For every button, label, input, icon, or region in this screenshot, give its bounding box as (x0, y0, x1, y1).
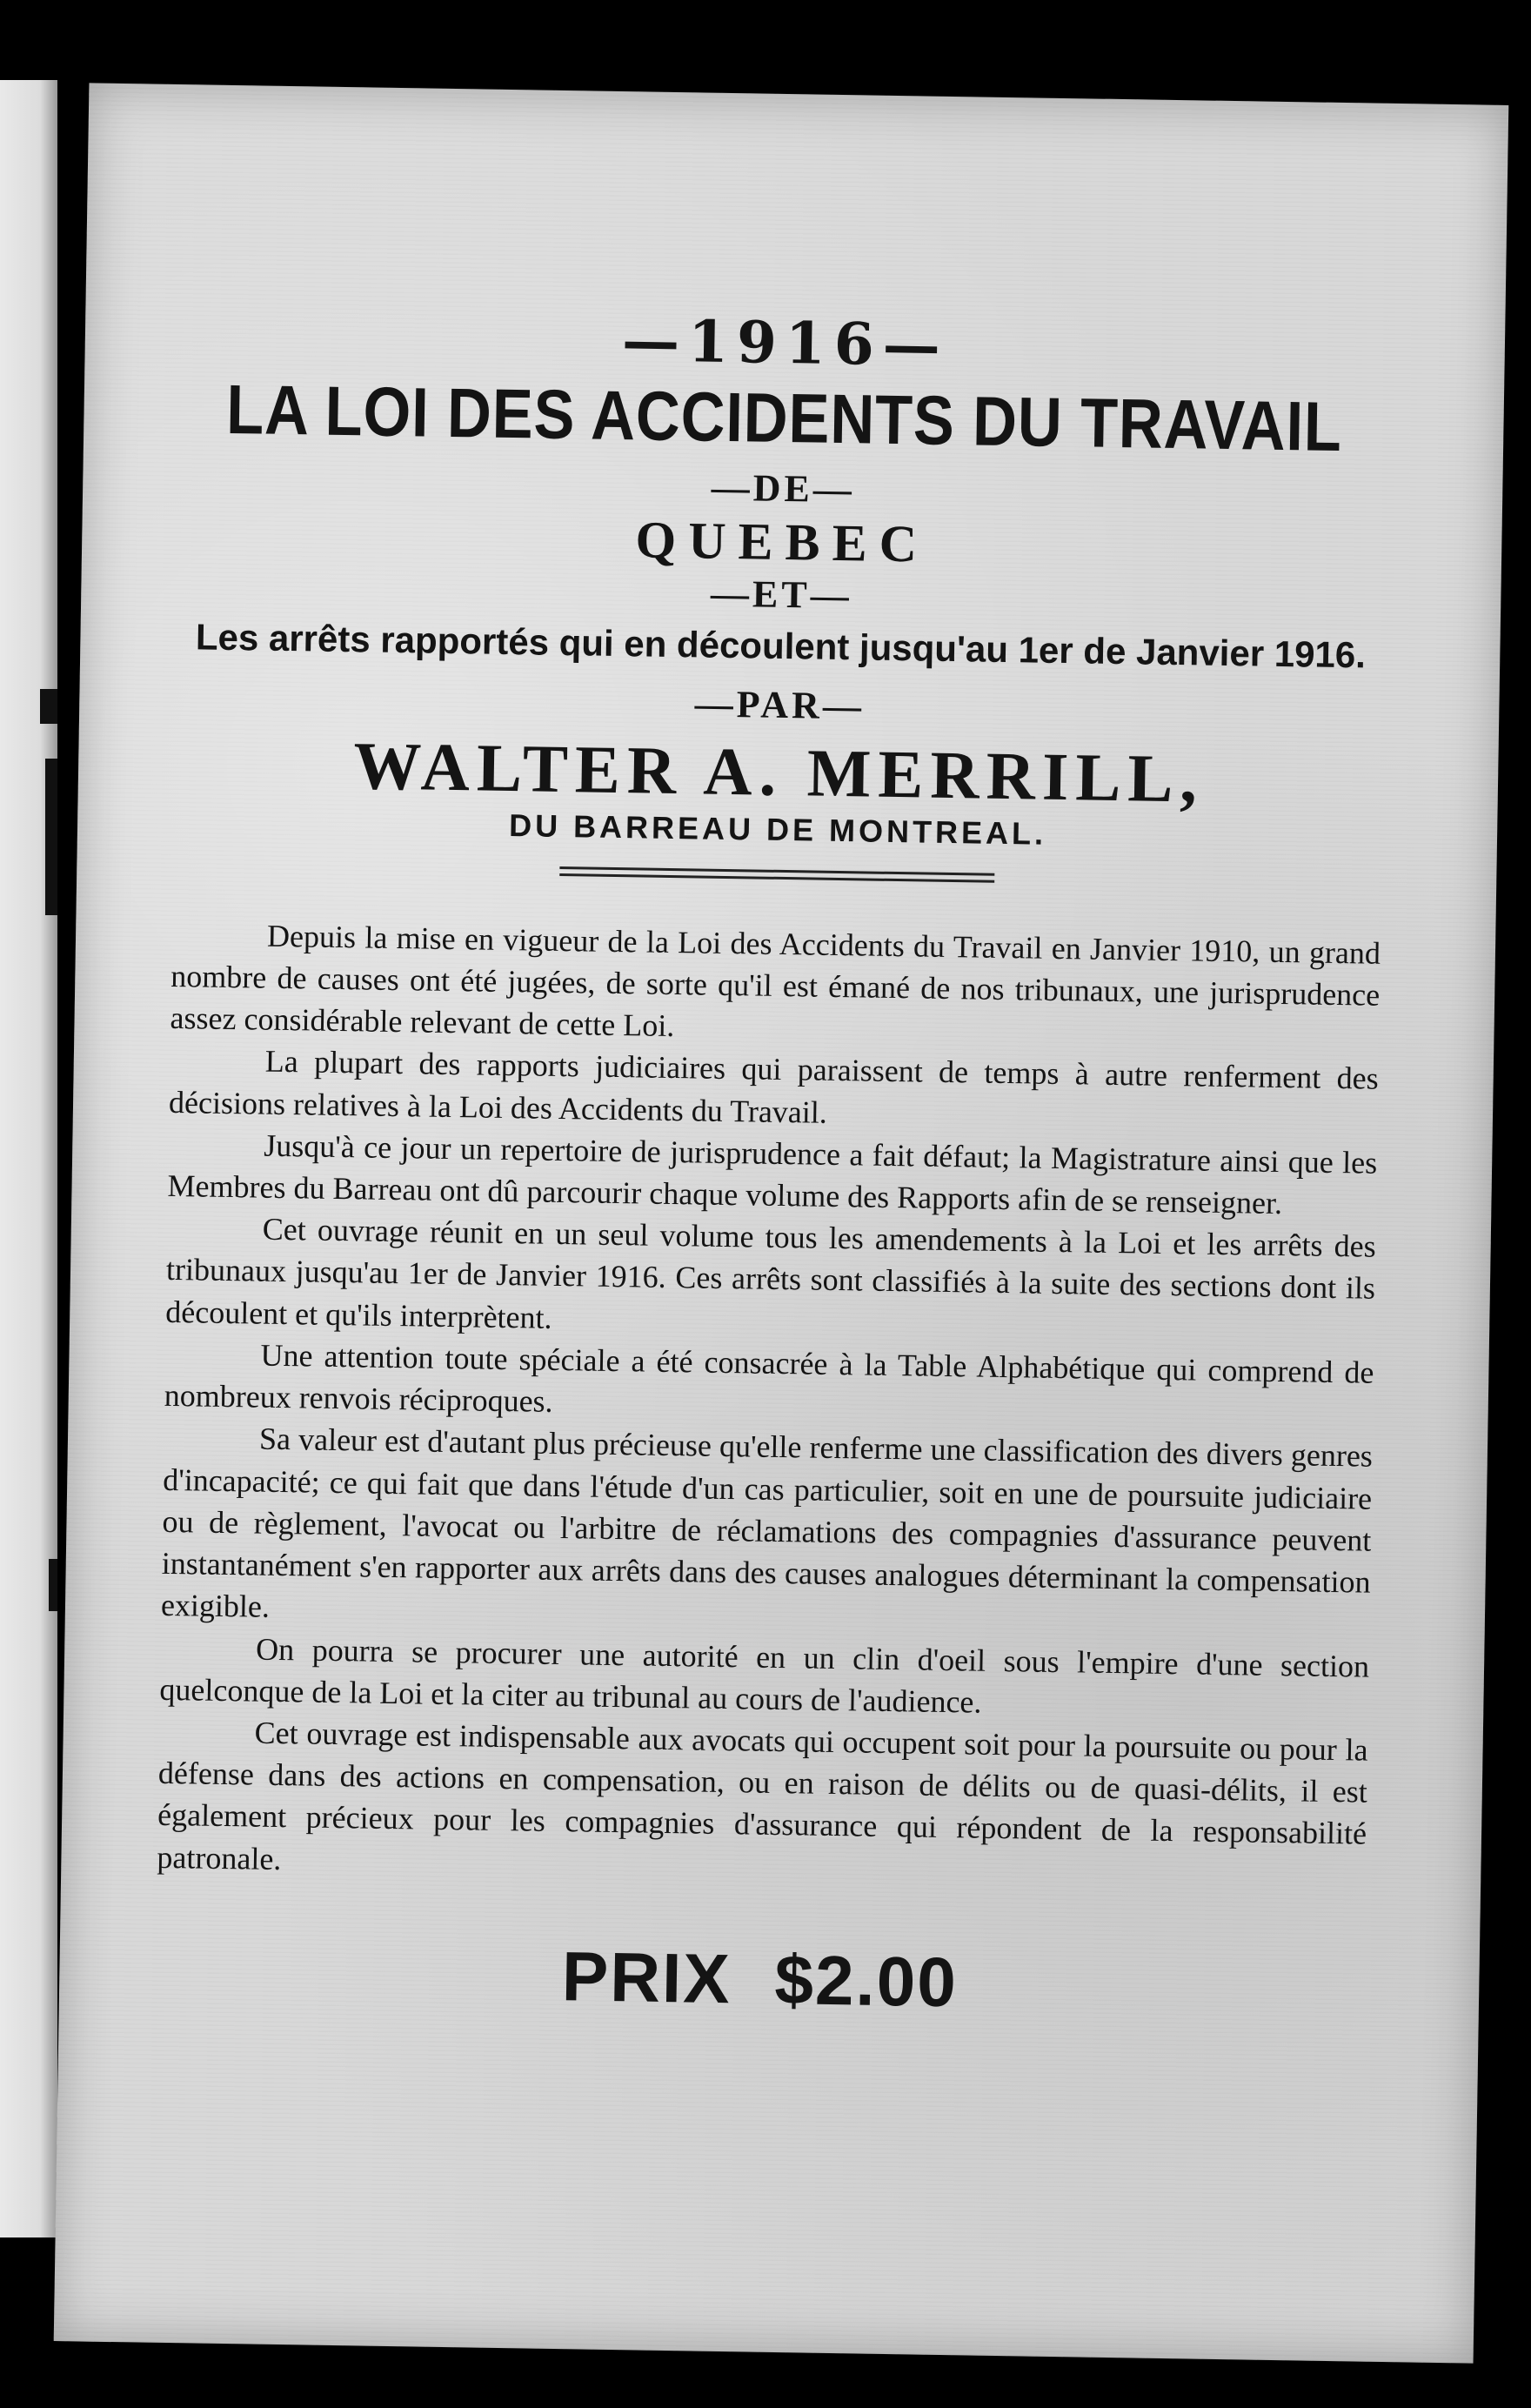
body-paragraph: Sa valeur est d'autant plus précieuse qu'elle renferme une classification des divers genres d'incapacité; ce qui fait que dans l'étude d'un cas particulier, soit en une de poursuite judiciaire ou de règlement, l'avocat ou l'arbitre de réclamations des compagnies d'assurance peuvent instantanément s'en rapporter aux arrêts dans des causes analogues déterminant la compensation exigible. (160, 1421, 1374, 1625)
book-title: LA LOI DES ACCIDENTS DU TRAVAIL (225, 370, 1343, 465)
scanned-page (54, 83, 1509, 2363)
connector-par: —PAR— (694, 682, 866, 728)
page-tear-mark (49, 1559, 57, 1611)
book-subtitle: Les arrêts rapportés qui en découlent jusqu'au 1er de Janvier 1916. (195, 616, 1367, 676)
author-affiliation: DU BARREAU DE MONTREAL. (508, 806, 1047, 852)
double-rule-divider (559, 866, 994, 883)
page-tear-mark (45, 759, 57, 915)
body-paragraph: Depuis la mise en vigueur de la Loi des Accidents du Travail en Janvier 1910, un grand nombre de causes ont été jugées, de sorte qu'il est émané de nos tribunaux, une jurisprudence assez considérable relevant de cette Loi. (170, 918, 1381, 1044)
body-paragraph: La plupart des rapports judiciaires qui paraissent de temps à autre renferment des décisions relatives à la Loi des Accidents du Travail. (168, 1043, 1380, 1130)
previous-page-edge (0, 80, 57, 2237)
body-paragraph: Une attention toute spéciale a été consacrée à la Table Alphabétique qui comprend de nombreux renvois réciproques. (164, 1337, 1374, 1420)
author-name: WALTER A. MERRILL, (352, 727, 1205, 817)
price-value: $2.00 (773, 1940, 959, 2022)
price-label: PRIX (561, 1937, 732, 2018)
page-tear-mark (40, 689, 57, 724)
body-paragraph: Cet ouvrage est indispensable aux avocats qui occupent soit pour la poursuite ou pour la défense dans des actions en compensation, ou en raison de délits ou de quasi-délits, il est également précieux pour les compagnies d'assurance qui répondent de la responsabilité patronale. (157, 1715, 1368, 1876)
price-line (137, 1930, 1382, 2029)
body-paragraph: On pourra se procurer une autorité en un clin d'oeil sous l'empire d'une section quelconque de la Loi et la citer au tribunal au cours de l'audience. (159, 1631, 1370, 1720)
publication-year: —1916— (621, 306, 950, 379)
province-name: QUEBEC (635, 511, 930, 573)
connector-de: —DE— (711, 465, 856, 511)
connector-et: —ET— (710, 572, 853, 618)
body-paragraph: Cet ouvrage réunit en un seul volume tous les amendements à la Loi et les arrêts des tribunaux jusqu'au 1er de Janvier 1916. Ces arrêts sont classifiés à la suite des sections dont ils découlent et qu'ils interprètent. (165, 1211, 1376, 1335)
page-content (137, 302, 1408, 2030)
body-paragraph: Jusqu'à ce jour un repertoire de jurisprudence a fait défaut; la Magistrature ainsi que les Membres du Barreau ont dû parcourir chaque volume des Rapports afin de se renseigner. (167, 1127, 1378, 1221)
